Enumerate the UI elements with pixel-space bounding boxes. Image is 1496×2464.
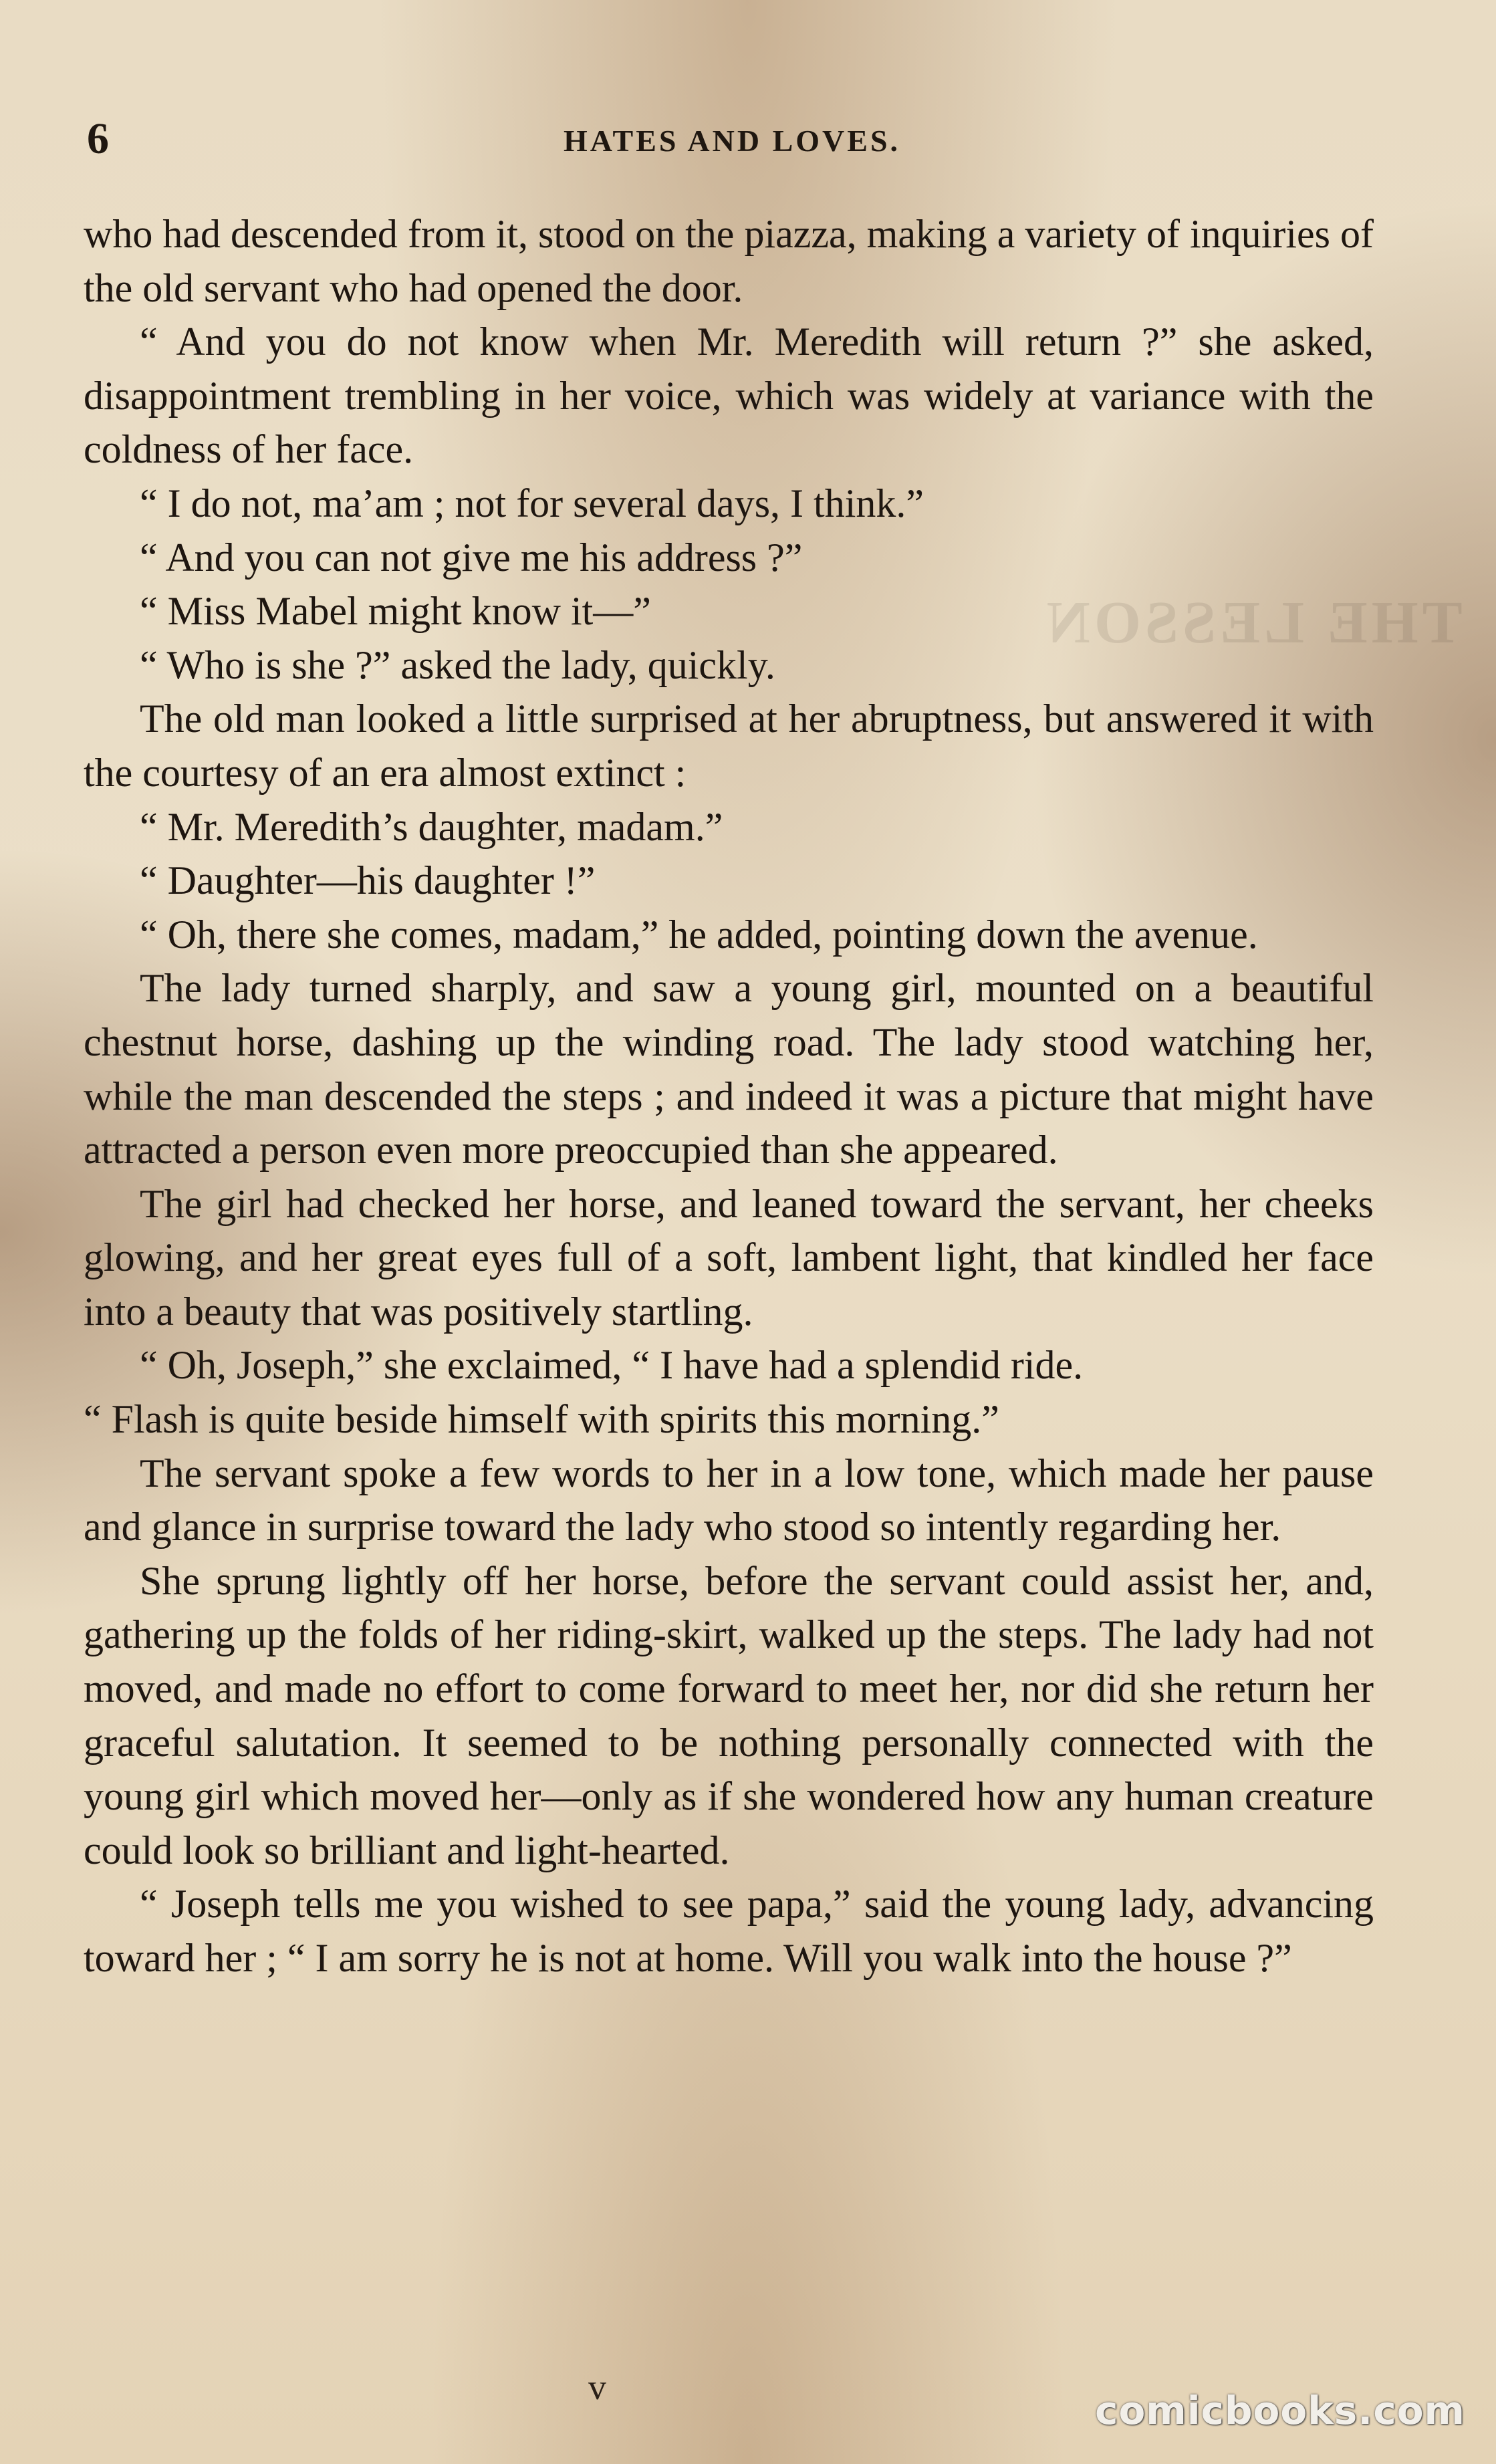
watermark: comicbooks.com (1095, 2388, 1465, 2433)
paragraph: “ Who is she ?” asked the lady, quickly. (140, 642, 775, 687)
paragraph: “ Daughter—his daughter !” (140, 858, 596, 903)
bleed-through-text: THE LESSON (1043, 590, 1463, 656)
signature-mark: v (588, 2367, 606, 2407)
paragraph: “ Miss Mabel might know it—” (140, 589, 651, 634)
paragraph: “ And you can not give me his address ?” (140, 535, 803, 580)
paragraph: The lady turned sharply, and saw a young girl, mounted on a beautiful chestnut horse, dashing up the winding road. The lady stood watching her, while the man descended the steps ; and indeed it was a picture that might have attracted a person even more preoccupied than she appeared. (84, 966, 1374, 1173)
body-text (84, 207, 1374, 1985)
running-head: HATES AND LOVES. (563, 124, 901, 158)
paragraph: The old man looked a little surprised at her abruptness, but answered it with the courtesy of an era almost extinct : (84, 697, 1374, 795)
paragraph: “ Oh, Joseph,” she exclaimed, “ I have had a splendid ride. (140, 1343, 1084, 1388)
paragraph: The servant spoke a few words to her in a low tone, which made her pause and glance in surprise toward the lady who stood so intently regarding her. (84, 1451, 1374, 1550)
paragraph: She sprung lightly off her horse, before the servant could assist her, and, gathering up the folds of her riding-skirt, walked up the steps. The lady had not moved, and made no effort to come forward to meet her, nor did she return her graceful salutation. It seemed to be nothing personally connected with the young girl which moved her—only as if she wondered how any human creature could look so brilliant and light-hearted. (84, 1558, 1374, 1872)
paragraph: The girl had checked her horse, and leaned toward the servant, her cheeks glowing, and her great eyes full of a soft, lambent light, that kindled her face into a beauty that was positively startling. (84, 1181, 1374, 1334)
paragraph: “ Oh, there she comes, madam,” he added, pointing down the avenue. (140, 912, 1258, 957)
paragraph: “ Flash is quite beside himself with spirits this morning.” (84, 1397, 999, 1442)
paragraph: “ Mr. Meredith’s daughter, madam.” (140, 804, 723, 849)
page-header (87, 114, 1377, 180)
paragraph: “ I do not, ma’am ; not for several days, I think.” (140, 481, 924, 525)
paragraph: “ Joseph tells me you wished to see papa,” said the young lady, advancing toward her ; “ I am sorry he is not at home. Will you walk into the house ?” (84, 1882, 1374, 1980)
paragraph: who had descended from it, stood on the piazza, making a variety of inquiries of the old servant who had opened the door. (84, 212, 1374, 310)
paragraph: “ And you do not know when Mr. Meredith will return ?” she asked, disappointment trembling in her voice, which was widely at variance with the coldness of her face. (84, 320, 1374, 472)
page-number: 6 (87, 114, 109, 163)
